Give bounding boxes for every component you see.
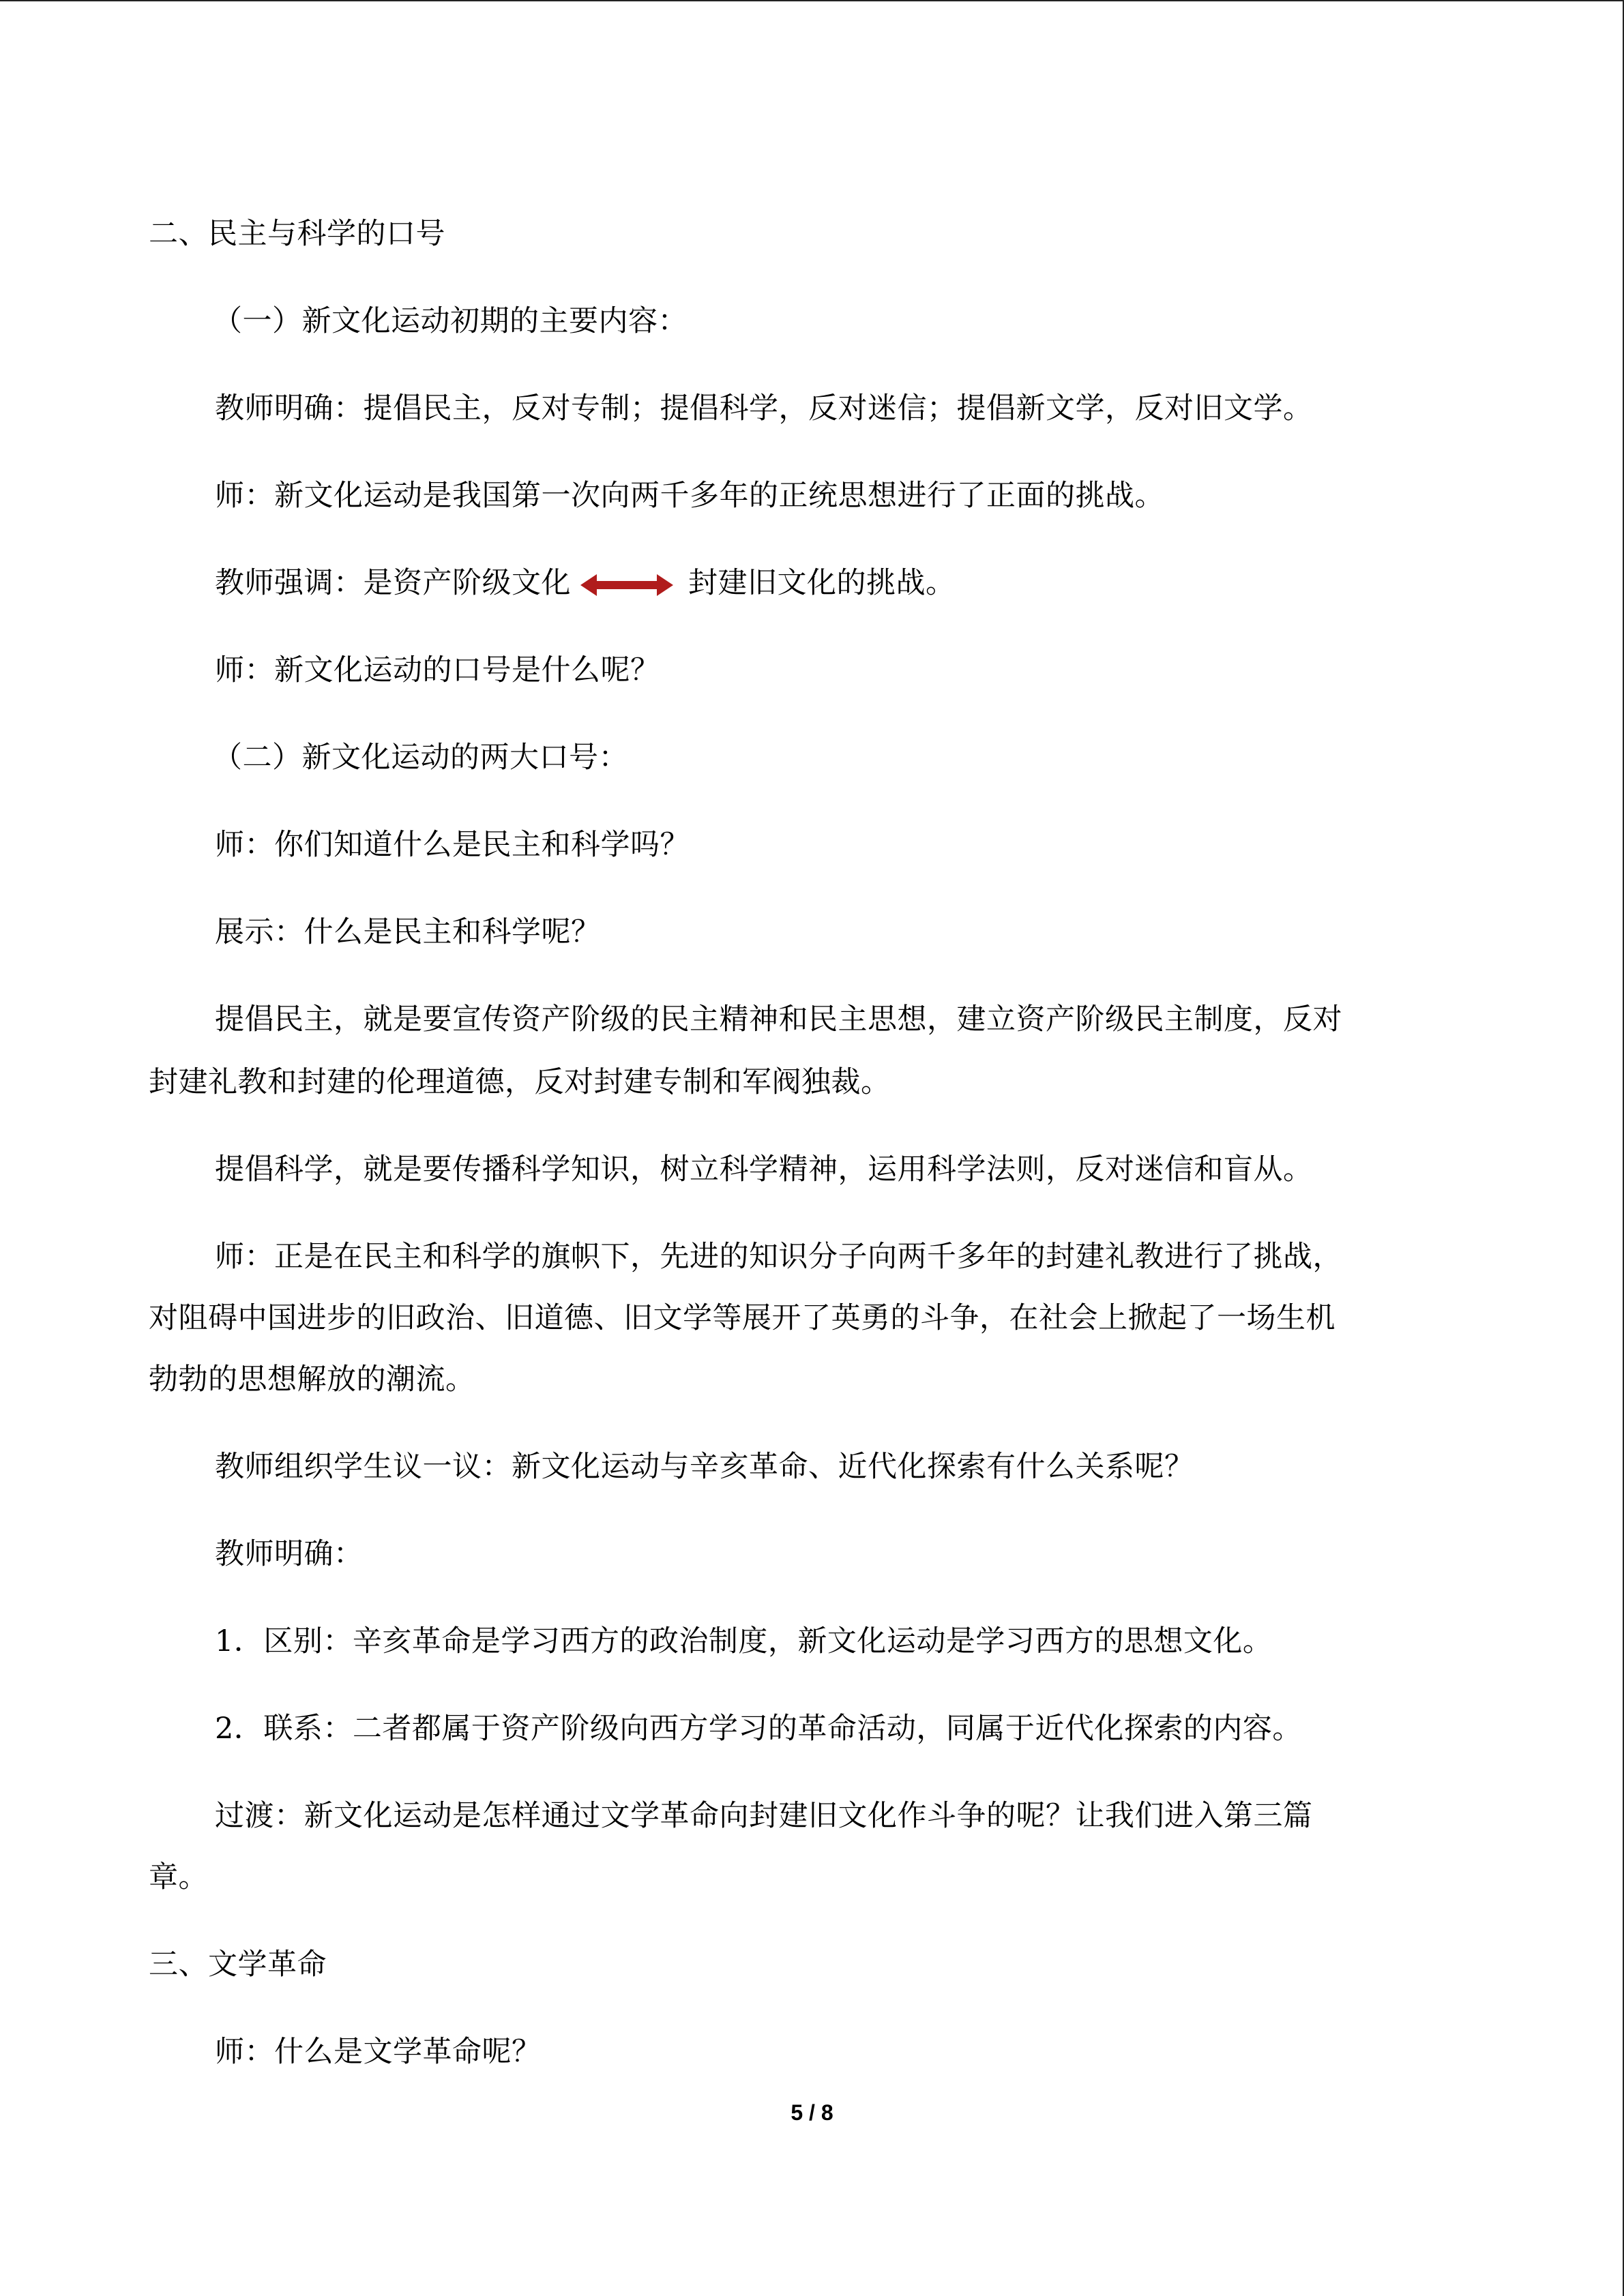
list-item: 2．联系：二者都属于资产阶级向西方学习的革命活动，同属于近代化探索的内容。 — [215, 1712, 1302, 1746]
paragraph: 师：新文化运动是我国第一次向两千多年的正统思想进行了正面的挑战。 — [215, 479, 1164, 513]
paragraph: 提倡科学，就是要传播科学知识，树立科学精神，运用科学法则，反对迷信和盲从。 — [215, 1152, 1313, 1187]
subheading-2: （二）新文化运动的两大口号： — [213, 741, 628, 775]
subheading-1: （一）新文化运动初期的主要内容： — [213, 304, 688, 338]
section-heading-2: 二、民主与科学的口号 — [149, 217, 445, 251]
paragraph: 教师明确：提倡民主，反对专制；提倡科学，反对迷信；提倡新文学，反对旧文学。 — [215, 391, 1313, 426]
emphasis-text-after: 封建旧文化的挑战。 — [688, 566, 956, 600]
paragraph: 师：什么是文学革命呢？ — [215, 2035, 542, 2069]
list-item: 1．区别：辛亥革命是学习西方的政治制度，新文化运动是学习西方的思想文化。 — [215, 1624, 1273, 1658]
paragraph: 师：新文化运动的口号是什么呢？ — [215, 653, 660, 687]
section-heading-3: 三、文学革命 — [149, 1948, 327, 1982]
paragraph: 师：你们知道什么是民主和科学吗？ — [215, 828, 690, 862]
paragraph: 展示：什么是民主和科学呢？ — [215, 915, 601, 949]
paragraph-continuation: 勃勃的思想解放的潮流。 — [149, 1362, 475, 1397]
double-arrow-icon — [580, 572, 673, 598]
paragraph-continuation: 章。 — [149, 1860, 208, 1894]
paragraph: 师：正是在民主和科学的旗帜下，先进的知识分子向两千多年的封建礼教进行了挑战， — [215, 1240, 1342, 1274]
paragraph: 提倡民主，就是要宣传资产阶级的民主精神和民主思想，建立资产阶级民主制度，反对 — [215, 1002, 1342, 1037]
page-number: 5 / 8 — [791, 2100, 833, 2125]
emphasis-text-before: 教师强调：是资产阶级文化 — [215, 566, 571, 600]
paragraph: 过渡：新文化运动是怎样通过文学革命向封建旧文化作斗争的呢？让我们进入第三篇 — [215, 1799, 1313, 1833]
paragraph-continuation: 封建礼教和封建的伦理道德，反对封建专制和军阀独裁。 — [149, 1065, 891, 1099]
paragraph: 教师明确： — [215, 1537, 364, 1571]
emphasis-line — [215, 566, 956, 600]
paragraph-continuation: 对阻碍中国进步的旧政治、旧道德、旧文学等展开了英勇的斗争，在社会上掀起了一场生机 — [149, 1301, 1335, 1335]
paragraph: 教师组织学生议一议：新文化运动与辛亥革命、近代化探索有什么关系呢？ — [215, 1450, 1194, 1484]
